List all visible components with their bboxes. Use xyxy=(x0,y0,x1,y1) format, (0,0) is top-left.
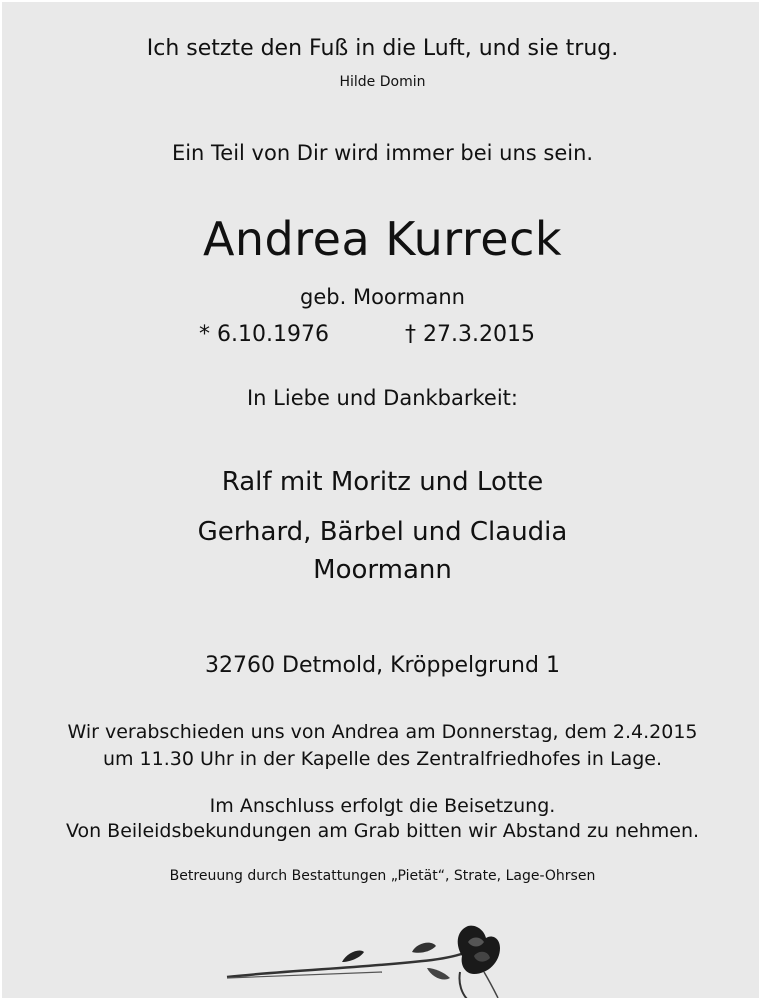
motto-author: Hilde Domin xyxy=(339,74,426,90)
family-line-2: Gerhard, Bärbel und Claudia xyxy=(197,517,568,547)
note-line-2: Von Beileidsbekundungen am Grab bitten wir Abstand zu nehmen. xyxy=(65,820,700,842)
ceremony-line-2: um 11.30 Uhr in der Kapelle des Zentralfriedhofes in Lage. xyxy=(102,748,663,770)
deceased-name: Andrea Kurreck xyxy=(202,212,563,266)
motto-quote: Ich setzte den Fuß in die Luft, und sie trug. xyxy=(146,36,619,61)
rose-icon xyxy=(222,922,522,1000)
address: 32760 Detmold, Kröppelgrund 1 xyxy=(205,653,560,678)
family-line-3: Moormann xyxy=(313,555,452,585)
undertaker-credit: Betreuung durch Bestattungen „Pietät“, Strate, Lage-Ohrsen xyxy=(169,868,596,884)
death-date: † 27.3.2015 xyxy=(405,322,535,347)
birth-name: geb. Moormann xyxy=(300,285,465,309)
family-line-1: Ralf mit Moritz und Lotte xyxy=(221,467,544,497)
subtitle: Ein Teil von Dir wird immer bei uns sein. xyxy=(171,141,594,165)
ceremony-line-1: Wir verabschieden uns von Andrea am Donnerstag, dem 2.4.2015 xyxy=(67,721,698,743)
birth-date: * 6.10.1976 xyxy=(199,322,329,347)
note-line-1: Im Anschluss erfolgt die Beisetzung. xyxy=(209,795,556,817)
thanks-intro: In Liebe und Dankbarkeit: xyxy=(246,386,518,410)
